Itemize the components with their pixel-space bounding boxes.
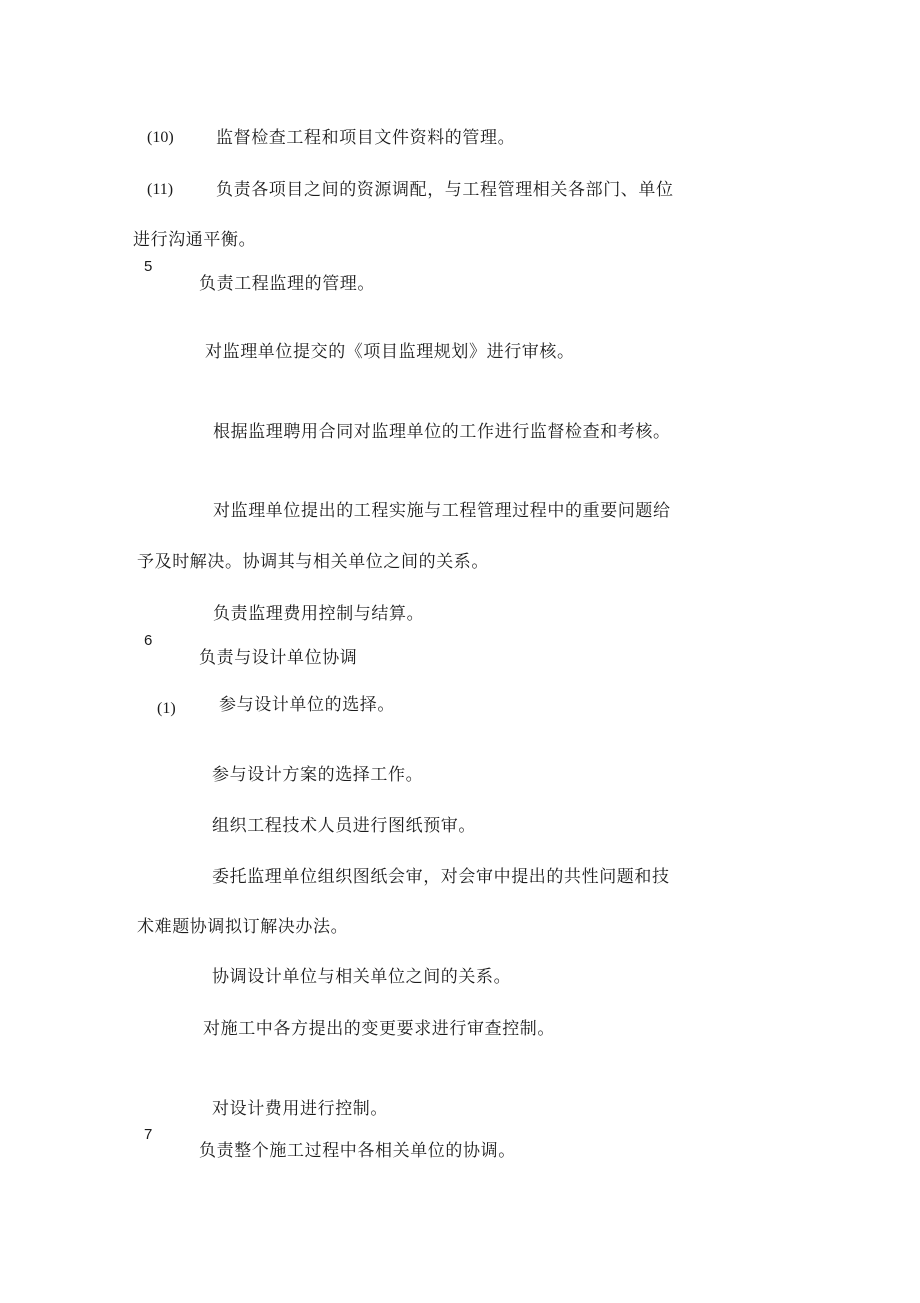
paragraph-line: 对施工中各方提出的变更要求进行审查控制。 [203, 1019, 555, 1039]
section-title: 负责工程监理的管理。 [199, 274, 375, 294]
paragraph-line: 对监理单位提出的工程实施与工程管理过程中的重要问题给 [213, 501, 671, 521]
paragraph-line: 对设计费用进行控制。 [212, 1099, 388, 1119]
paragraph-line: 予及时解决。协调其与相关单位之间的关系。 [137, 552, 489, 572]
paragraph-line: 参与设计方案的选择工作。 [212, 765, 424, 785]
paragraph-line: 委托监理单位组织图纸会审，对会审中提出的共性问题和技 [212, 867, 670, 887]
item-number: (1) [157, 700, 176, 717]
item-text: 参与设计单位的选择。 [219, 695, 395, 715]
paragraph-line: 根据监理聘用合同对监理单位的工作进行监督检查和考核。 [213, 422, 671, 442]
item-number: (10) [147, 129, 174, 146]
item-number: (11) [147, 181, 174, 198]
item-text: 监督检查工程和项目文件资料的管理。 [216, 128, 516, 148]
paragraph-line: 协调设计单位与相关单位之间的关系。 [212, 967, 512, 987]
paragraph-line: 组织工程技术人员进行图纸预审。 [212, 816, 476, 836]
section-number: 6 [144, 632, 153, 649]
section-number: 5 [144, 258, 153, 275]
paragraph-line: 对监理单位提交的《项目监理规划》进行审核。 [205, 342, 575, 362]
item-text-continued: 进行沟通平衡。 [133, 230, 257, 250]
section-number: 7 [144, 1126, 153, 1143]
item-text: 负责各项目之间的资源调配，与工程管理相关各部门、单位 [216, 180, 674, 200]
section-title: 负责整个施工过程中各相关单位的协调。 [199, 1141, 516, 1161]
paragraph-line: 术难题协调拟订解决办法。 [137, 917, 349, 937]
paragraph-line: 负责监理费用控制与结算。 [213, 604, 425, 624]
section-title: 负责与设计单位协调 [199, 648, 358, 668]
